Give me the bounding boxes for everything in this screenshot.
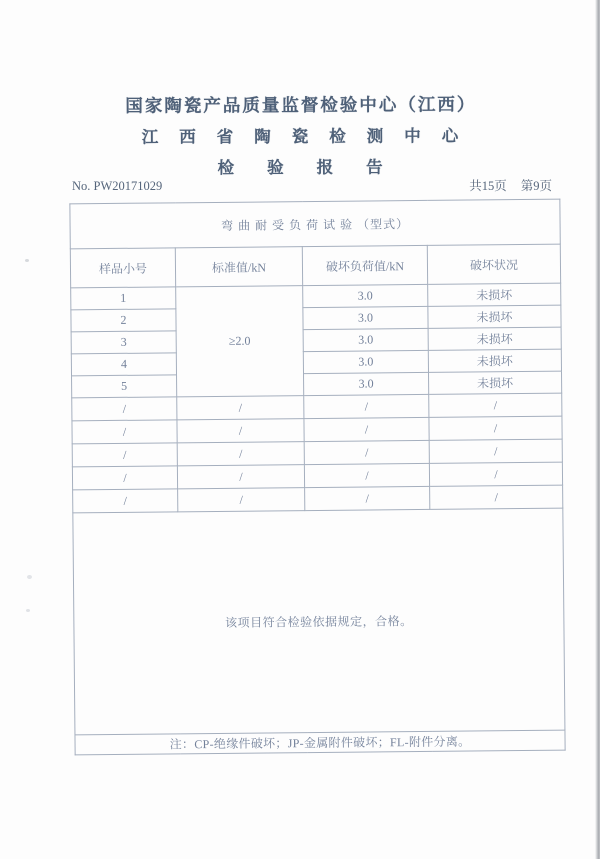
column-header-condition: 破坏状况 xyxy=(427,244,560,284)
column-header-sample: 样品小号 xyxy=(70,248,175,288)
empty-load-cell: / xyxy=(304,463,429,487)
table-header-row xyxy=(70,244,560,288)
empty-load-cell: / xyxy=(304,440,429,464)
table-title-row xyxy=(70,199,560,249)
footnote-text: 注：CP-绝缘件破坏；JP-金属附件破坏；FL-附件分离。 xyxy=(75,730,565,755)
scan-speck xyxy=(26,609,30,612)
report-header xyxy=(0,91,600,180)
pages-total: 共15页 xyxy=(469,179,507,193)
page-current: 第9页 xyxy=(520,179,552,193)
column-header-standard: 标准值/kN xyxy=(175,247,302,287)
column-header-load: 破坏负荷值/kN xyxy=(302,245,427,285)
empty-load-cell: / xyxy=(305,486,430,510)
sample-number-cell: 4 xyxy=(71,353,176,376)
standard-value-cell: ≥2.0 xyxy=(176,286,304,397)
sample-number-cell: 3 xyxy=(71,331,176,354)
load-value-cell: 3.0 xyxy=(303,306,428,329)
empty-load-cell: / xyxy=(304,394,429,418)
load-value-cell: 3.0 xyxy=(304,372,429,395)
page-scan-edge xyxy=(595,0,600,859)
document-title: 检验报告 xyxy=(217,157,416,178)
load-value-cell: 3.0 xyxy=(303,284,428,307)
empty-standard-cell: / xyxy=(178,488,305,512)
condition-cell: 未损坏 xyxy=(428,349,561,372)
empty-condition-cell: / xyxy=(430,485,563,509)
condition-cell: 未损坏 xyxy=(428,327,561,350)
org-name-line1: 国家陶瓷产品质量监督检验中心（江西） xyxy=(125,94,477,116)
condition-cell: 未损坏 xyxy=(428,305,561,328)
condition-cell: 未损坏 xyxy=(429,371,562,394)
empty-sample-cell: / xyxy=(72,397,177,421)
load-value-cell: 3.0 xyxy=(303,328,428,351)
empty-standard-cell: / xyxy=(177,396,304,420)
table-title xyxy=(70,199,560,249)
empty-sample-cell: / xyxy=(72,466,177,490)
org-name-line2: 江西省陶瓷检测中心 xyxy=(141,126,480,147)
report-meta-row xyxy=(72,176,552,194)
empty-condition-cell: / xyxy=(429,439,562,463)
scan-speck xyxy=(27,575,32,579)
scan-speck xyxy=(25,259,29,262)
load-value-cell: 3.0 xyxy=(303,350,428,373)
sample-number-cell: 5 xyxy=(72,375,177,398)
table-title-suffix: （型式） xyxy=(357,216,410,232)
test-result-table-wrap xyxy=(69,199,564,756)
sample-number-cell: 1 xyxy=(71,287,176,310)
page-indicator xyxy=(469,176,552,194)
empty-sample-cell: / xyxy=(72,443,177,467)
report-number: No. PW20171029 xyxy=(72,179,163,193)
empty-standard-cell: / xyxy=(177,419,304,443)
empty-condition-cell: / xyxy=(429,462,562,486)
empty-standard-cell: / xyxy=(177,465,304,489)
conclusion-text: 该项目符合检验依据规定，合格。 xyxy=(73,508,565,735)
empty-sample-cell: / xyxy=(72,420,177,444)
table-title-main: 弯曲耐受负荷试验 xyxy=(221,217,358,233)
empty-condition-cell: / xyxy=(429,393,562,417)
sample-number-cell: 2 xyxy=(71,309,176,332)
empty-condition-cell: / xyxy=(429,416,562,440)
test-result-table xyxy=(69,199,565,756)
conclusion-row xyxy=(73,508,565,735)
empty-load-cell: / xyxy=(304,417,429,441)
condition-cell: 未损坏 xyxy=(428,283,561,306)
empty-sample-cell: / xyxy=(73,489,178,513)
note-row xyxy=(75,730,565,755)
empty-standard-cell: / xyxy=(177,442,304,466)
